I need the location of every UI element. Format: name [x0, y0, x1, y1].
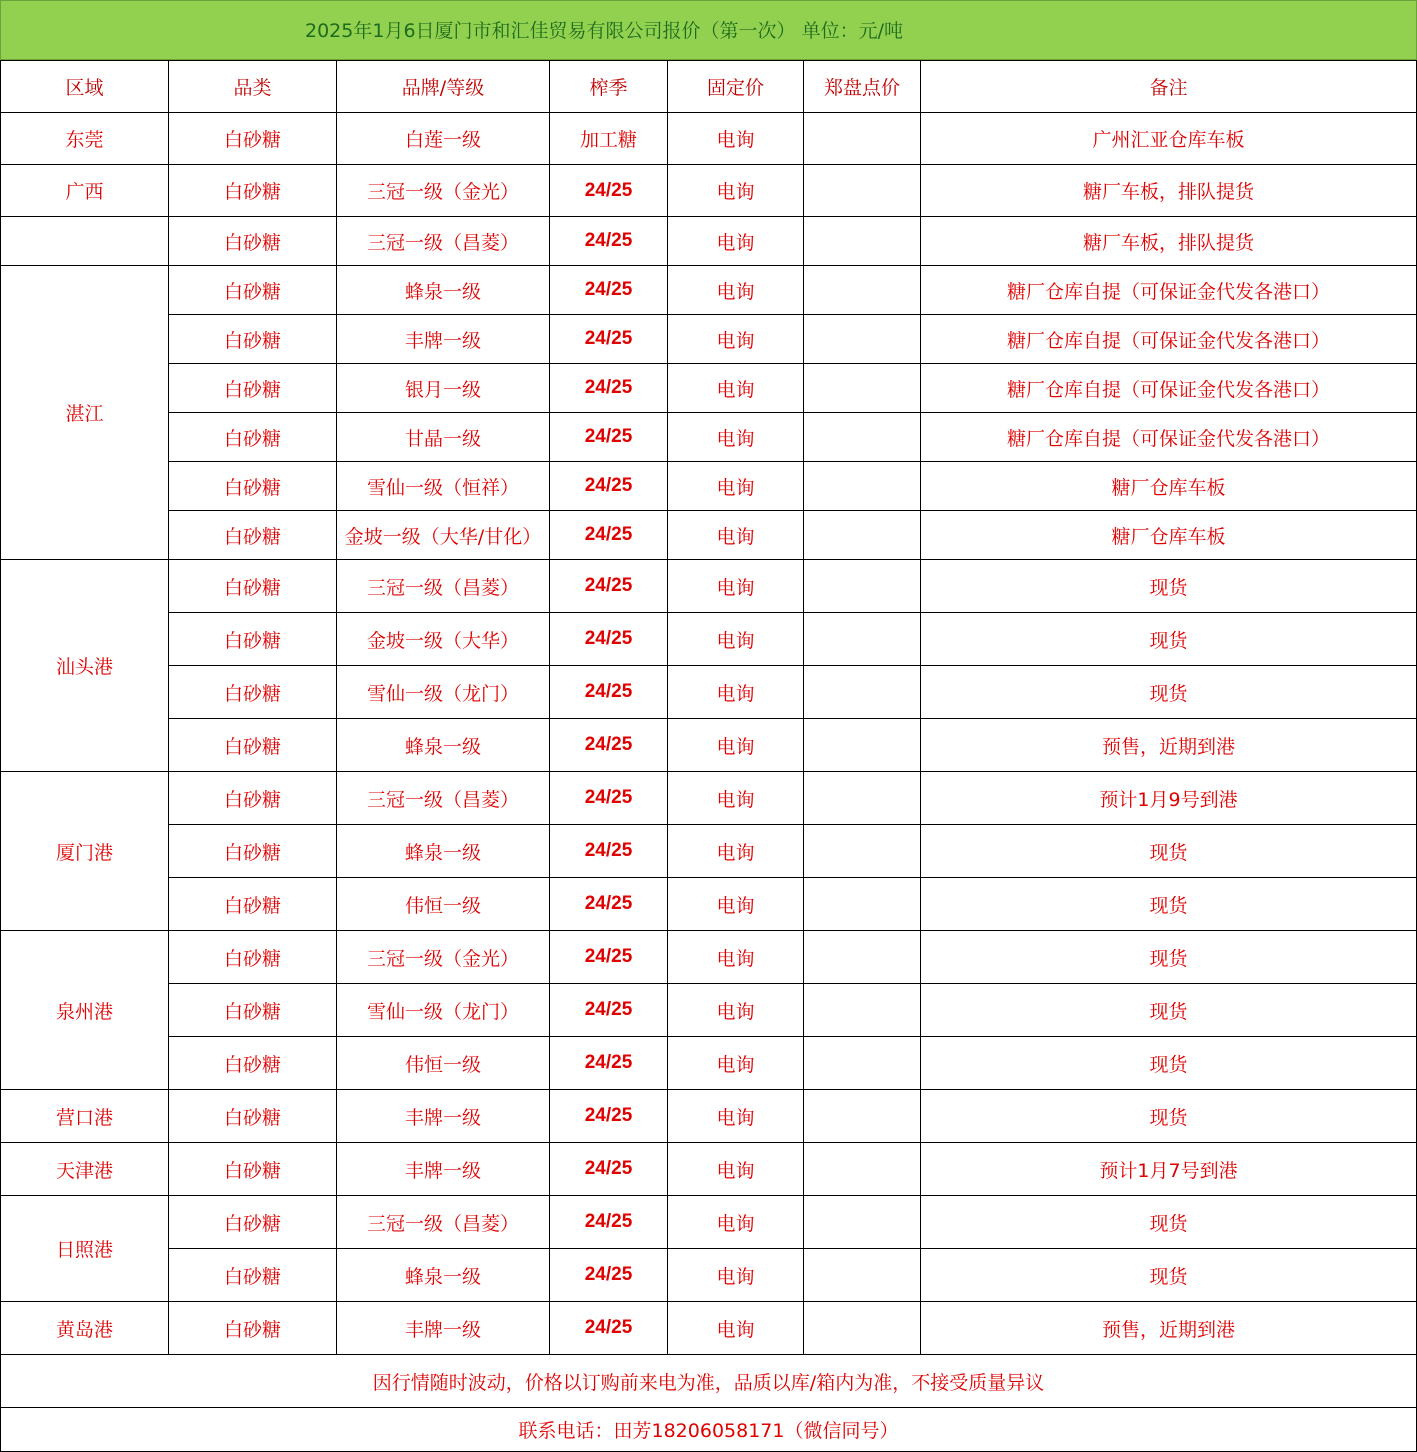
- table-row: [1, 462, 1417, 511]
- table-row: [1, 165, 1417, 217]
- fixed-price-cell: 电询: [668, 1037, 804, 1090]
- table-row: [1, 1037, 1417, 1090]
- season-cell: 24/25: [550, 666, 668, 719]
- header-brand: 品牌/等级: [337, 61, 550, 113]
- remark-cell: 现货: [921, 666, 1417, 719]
- region-cell: 厦门港: [1, 772, 169, 931]
- header-category: 品类: [169, 61, 337, 113]
- table-row: [1, 1143, 1417, 1196]
- remark-cell: 糖厂仓库自提（可保证金代发各港口）: [921, 266, 1417, 315]
- brand-cell: 蜂泉一级: [337, 1249, 550, 1302]
- region-cell: 天津港: [1, 1143, 169, 1196]
- brand-cell: 丰牌一级: [337, 1090, 550, 1143]
- futures-price-cell: [804, 772, 921, 825]
- brand-cell: 银月一级: [337, 364, 550, 413]
- fixed-price-cell: 电询: [668, 560, 804, 613]
- brand-cell: 蜂泉一级: [337, 825, 550, 878]
- futures-price-cell: [804, 613, 921, 666]
- remark-cell: 现货: [921, 1037, 1417, 1090]
- region-cell: 东莞: [1, 113, 169, 165]
- category-cell: 白砂糖: [169, 984, 337, 1037]
- remark-cell: 糖厂仓库自提（可保证金代发各港口）: [921, 364, 1417, 413]
- brand-cell: 雪仙一级（龙门）: [337, 984, 550, 1037]
- region-cell: 泉州港: [1, 931, 169, 1090]
- remark-cell: 预售，近期到港: [921, 719, 1417, 772]
- futures-price-cell: [804, 1302, 921, 1355]
- category-cell: 白砂糖: [169, 560, 337, 613]
- table-row: [1, 772, 1417, 825]
- fixed-price-cell: 电询: [668, 1302, 804, 1355]
- fixed-price-cell: 电询: [668, 878, 804, 931]
- category-cell: 白砂糖: [169, 613, 337, 666]
- brand-cell: 三冠一级（昌菱）: [337, 217, 550, 266]
- category-cell: 白砂糖: [169, 1037, 337, 1090]
- table-row: [1, 413, 1417, 462]
- category-cell: 白砂糖: [169, 1249, 337, 1302]
- region-cell: 营口港: [1, 1090, 169, 1143]
- remark-cell: 现货: [921, 878, 1417, 931]
- fixed-price-cell: 电询: [668, 984, 804, 1037]
- futures-price-cell: [804, 315, 921, 364]
- futures-price-cell: [804, 719, 921, 772]
- header-fixed-price: 固定价: [668, 61, 804, 113]
- category-cell: 白砂糖: [169, 931, 337, 984]
- futures-price-cell: [804, 1249, 921, 1302]
- remark-cell: 现货: [921, 613, 1417, 666]
- season-cell: 加工糖: [550, 113, 668, 165]
- title-bar: [0, 0, 1417, 60]
- brand-cell: 丰牌一级: [337, 1302, 550, 1355]
- season-cell: 24/25: [550, 1037, 668, 1090]
- table-row: [1, 217, 1417, 266]
- brand-cell: 蜂泉一级: [337, 719, 550, 772]
- season-cell: 24/25: [550, 1090, 668, 1143]
- season-cell: 24/25: [550, 613, 668, 666]
- table-row: [1, 878, 1417, 931]
- season-cell: 24/25: [550, 462, 668, 511]
- table-row: [1, 666, 1417, 719]
- remark-cell: 现货: [921, 1090, 1417, 1143]
- season-cell: 24/25: [550, 878, 668, 931]
- category-cell: 白砂糖: [169, 772, 337, 825]
- futures-price-cell: [804, 1037, 921, 1090]
- remark-cell: 现货: [921, 560, 1417, 613]
- category-cell: 白砂糖: [169, 364, 337, 413]
- remark-cell: 现货: [921, 825, 1417, 878]
- brand-cell: 甘晶一级: [337, 413, 550, 462]
- category-cell: 白砂糖: [169, 1143, 337, 1196]
- table-row: [1, 1302, 1417, 1355]
- fixed-price-cell: 电询: [668, 825, 804, 878]
- season-cell: 24/25: [550, 364, 668, 413]
- table-row: [1, 364, 1417, 413]
- category-cell: 白砂糖: [169, 1196, 337, 1249]
- brand-cell: 蜂泉一级: [337, 266, 550, 315]
- brand-cell: 三冠一级（金光）: [337, 931, 550, 984]
- region-cell: 广西: [1, 165, 169, 217]
- futures-price-cell: [804, 462, 921, 511]
- region-cell: 黄岛港: [1, 1302, 169, 1355]
- futures-price-cell: [804, 113, 921, 165]
- season-cell: 24/25: [550, 413, 668, 462]
- season-cell: 24/25: [550, 511, 668, 560]
- futures-price-cell: [804, 1196, 921, 1249]
- table-row: [1, 931, 1417, 984]
- futures-price-cell: [804, 165, 921, 217]
- season-cell: 24/25: [550, 560, 668, 613]
- futures-price-cell: [804, 984, 921, 1037]
- table-row: [1, 984, 1417, 1037]
- table-row: [1, 1249, 1417, 1302]
- table-header-row: [1, 61, 1417, 113]
- brand-cell: 三冠一级（金光）: [337, 165, 550, 217]
- fixed-price-cell: 电询: [668, 1249, 804, 1302]
- fixed-price-cell: 电询: [668, 1090, 804, 1143]
- fixed-price-cell: 电询: [668, 413, 804, 462]
- header-season: 榨季: [550, 61, 668, 113]
- remark-cell: 广州汇亚仓库车板: [921, 113, 1417, 165]
- season-cell: 24/25: [550, 931, 668, 984]
- brand-cell: 雪仙一级（龙门）: [337, 666, 550, 719]
- season-cell: 24/25: [550, 984, 668, 1037]
- fixed-price-cell: 电询: [668, 165, 804, 217]
- futures-price-cell: [804, 1143, 921, 1196]
- page-title: 2025年1月6日厦门市和汇佳贸易有限公司报价（第一次） 单位：元/吨: [305, 20, 903, 42]
- futures-price-cell: [804, 266, 921, 315]
- category-cell: 白砂糖: [169, 165, 337, 217]
- futures-price-cell: [804, 931, 921, 984]
- contact-info: 联系电话：田芳18206058171（微信同号）: [1, 1408, 1417, 1452]
- brand-cell: 白莲一级: [337, 113, 550, 165]
- category-cell: 白砂糖: [169, 878, 337, 931]
- remark-cell: 糖厂仓库自提（可保证金代发各港口）: [921, 315, 1417, 364]
- brand-cell: 金坡一级（大华）: [337, 613, 550, 666]
- futures-price-cell: [804, 511, 921, 560]
- season-cell: 24/25: [550, 217, 668, 266]
- table-row: [1, 560, 1417, 613]
- region-cell: 汕头港: [1, 560, 169, 772]
- fixed-price-cell: 电询: [668, 511, 804, 560]
- remark-cell: 现货: [921, 931, 1417, 984]
- footnote-row: [1, 1355, 1417, 1408]
- season-cell: 24/25: [550, 772, 668, 825]
- season-cell: 24/25: [550, 719, 668, 772]
- fixed-price-cell: 电询: [668, 315, 804, 364]
- region-cell: [1, 217, 169, 266]
- season-cell: 24/25: [550, 1249, 668, 1302]
- season-cell: 24/25: [550, 1143, 668, 1196]
- header-futures-price: 郑盘点价: [804, 61, 921, 113]
- brand-cell: 三冠一级（昌菱）: [337, 772, 550, 825]
- category-cell: 白砂糖: [169, 1302, 337, 1355]
- futures-price-cell: [804, 666, 921, 719]
- fixed-price-cell: 电询: [668, 666, 804, 719]
- remark-cell: 糖厂仓库车板: [921, 511, 1417, 560]
- table-row: [1, 719, 1417, 772]
- season-cell: 24/25: [550, 315, 668, 364]
- fixed-price-cell: 电询: [668, 1143, 804, 1196]
- futures-price-cell: [804, 560, 921, 613]
- header-remark: 备注: [921, 61, 1417, 113]
- fixed-price-cell: 电询: [668, 719, 804, 772]
- remark-cell: 现货: [921, 1249, 1417, 1302]
- fixed-price-cell: 电询: [668, 217, 804, 266]
- season-cell: 24/25: [550, 1302, 668, 1355]
- footnote: 因行情随时波动，价格以订购前来电为准，品质以库/箱内为准，不接受质量异议: [1, 1355, 1417, 1408]
- season-cell: 24/25: [550, 825, 668, 878]
- futures-price-cell: [804, 413, 921, 462]
- category-cell: 白砂糖: [169, 113, 337, 165]
- category-cell: 白砂糖: [169, 462, 337, 511]
- table-row: [1, 613, 1417, 666]
- fixed-price-cell: 电询: [668, 113, 804, 165]
- brand-cell: 三冠一级（昌菱）: [337, 560, 550, 613]
- category-cell: 白砂糖: [169, 1090, 337, 1143]
- category-cell: 白砂糖: [169, 666, 337, 719]
- brand-cell: 三冠一级（昌菱）: [337, 1196, 550, 1249]
- brand-cell: 伟恒一级: [337, 1037, 550, 1090]
- table-row: [1, 315, 1417, 364]
- remark-cell: 现货: [921, 984, 1417, 1037]
- remark-cell: 糖厂车板，排队提货: [921, 165, 1417, 217]
- category-cell: 白砂糖: [169, 719, 337, 772]
- futures-price-cell: [804, 878, 921, 931]
- category-cell: 白砂糖: [169, 217, 337, 266]
- futures-price-cell: [804, 825, 921, 878]
- brand-cell: 丰牌一级: [337, 1143, 550, 1196]
- remark-cell: 现货: [921, 1196, 1417, 1249]
- header-region: 区域: [1, 61, 169, 113]
- table-row: [1, 511, 1417, 560]
- contact-row: [1, 1408, 1417, 1452]
- season-cell: 24/25: [550, 165, 668, 217]
- futures-price-cell: [804, 217, 921, 266]
- fixed-price-cell: 电询: [668, 931, 804, 984]
- brand-cell: 丰牌一级: [337, 315, 550, 364]
- futures-price-cell: [804, 1090, 921, 1143]
- fixed-price-cell: 电询: [668, 462, 804, 511]
- remark-cell: 糖厂仓库自提（可保证金代发各港口）: [921, 413, 1417, 462]
- fixed-price-cell: 电询: [668, 364, 804, 413]
- table-row: [1, 825, 1417, 878]
- fixed-price-cell: 电询: [668, 1196, 804, 1249]
- category-cell: 白砂糖: [169, 315, 337, 364]
- category-cell: 白砂糖: [169, 266, 337, 315]
- futures-price-cell: [804, 364, 921, 413]
- season-cell: 24/25: [550, 1196, 668, 1249]
- category-cell: 白砂糖: [169, 511, 337, 560]
- remark-cell: 预售，近期到港: [921, 1302, 1417, 1355]
- table-row: [1, 266, 1417, 315]
- season-cell: 24/25: [550, 266, 668, 315]
- brand-cell: 雪仙一级（恒祥）: [337, 462, 550, 511]
- fixed-price-cell: 电询: [668, 772, 804, 825]
- price-table: [0, 60, 1417, 1452]
- category-cell: 白砂糖: [169, 825, 337, 878]
- remark-cell: 糖厂仓库车板: [921, 462, 1417, 511]
- table-row: [1, 1196, 1417, 1249]
- remark-cell: 预计1月7号到港: [921, 1143, 1417, 1196]
- table-row: [1, 113, 1417, 165]
- region-cell: 日照港: [1, 1196, 169, 1302]
- brand-cell: 金坡一级（大华/甘化）: [337, 511, 550, 560]
- category-cell: 白砂糖: [169, 413, 337, 462]
- brand-cell: 伟恒一级: [337, 878, 550, 931]
- region-cell: 湛江: [1, 266, 169, 560]
- fixed-price-cell: 电询: [668, 613, 804, 666]
- remark-cell: 预计1月9号到港: [921, 772, 1417, 825]
- remark-cell: 糖厂车板，排队提货: [921, 217, 1417, 266]
- table-row: [1, 1090, 1417, 1143]
- fixed-price-cell: 电询: [668, 266, 804, 315]
